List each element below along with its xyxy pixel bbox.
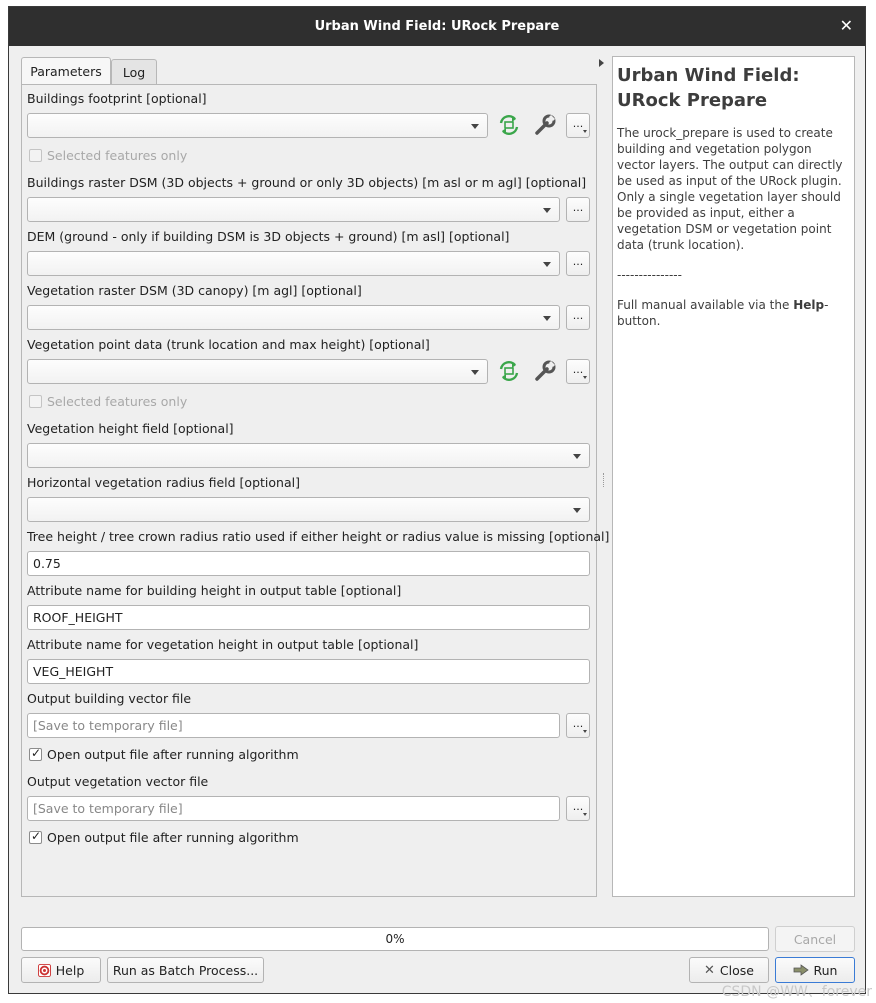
checkmark-icon: ✓ bbox=[31, 746, 42, 760]
help-pane bbox=[612, 56, 855, 897]
help-manual-suffix: -button. bbox=[617, 298, 829, 328]
refresh-icon[interactable] bbox=[497, 113, 521, 137]
buildings-footprint-browse-button[interactable] bbox=[566, 113, 590, 138]
chevron-down-icon bbox=[543, 262, 551, 267]
buildings-dsm-browse-button[interactable] bbox=[566, 197, 590, 222]
help-button-label: Help bbox=[55, 962, 85, 978]
chevron-down-icon bbox=[583, 813, 587, 816]
run-button-label: Run bbox=[813, 962, 838, 978]
dots-label: ... bbox=[572, 117, 584, 130]
dem-label: DEM (ground - only if building DSM is 3D objects + ground) [m asl] [optional] bbox=[27, 229, 510, 244]
veg-height-field-label: Vegetation height field [optional] bbox=[27, 421, 234, 436]
buildings-footprint-combo[interactable] bbox=[27, 113, 488, 138]
veg-dsm-browse-button[interactable] bbox=[566, 305, 590, 330]
attr-building-input[interactable]: ROOF_HEIGHT bbox=[27, 605, 590, 630]
chevron-down-icon bbox=[471, 124, 479, 129]
veg-selected-only-label: Selected features only bbox=[47, 394, 188, 409]
dots-label: ... bbox=[572, 717, 584, 730]
run-button[interactable] bbox=[775, 957, 855, 983]
buildings-selected-only-label: Selected features only bbox=[47, 148, 188, 163]
veg-points-label: Vegetation point data (trunk location and max height) [optional] bbox=[27, 337, 430, 352]
wrench-icon[interactable] bbox=[533, 359, 557, 383]
dem-combo[interactable] bbox=[27, 251, 560, 276]
veg-radius-field-label: Horizontal vegetation radius field [optional] bbox=[27, 475, 300, 490]
out-veg-label: Output vegetation vector file bbox=[27, 774, 209, 789]
chevron-down-icon bbox=[573, 454, 581, 459]
watermark: CSDN @WW、forever bbox=[721, 984, 872, 1000]
wrench-icon[interactable] bbox=[533, 113, 557, 137]
attr-veg-label: Attribute name for vegetation height in output table [optional] bbox=[27, 637, 419, 652]
out-building-browse-button[interactable] bbox=[566, 713, 590, 738]
batch-button-label: Run as Batch Process... bbox=[112, 962, 259, 978]
dots-label: ... bbox=[572, 800, 584, 813]
tab-log-label: Log bbox=[122, 64, 146, 80]
cancel-label: Cancel bbox=[793, 931, 837, 947]
progress-bar bbox=[21, 927, 769, 951]
buildings-footprint-label: Buildings footprint [optional] bbox=[27, 91, 207, 106]
help-manual-prefix: Full manual available via the bbox=[617, 298, 794, 312]
help-separator: --------------- bbox=[617, 268, 682, 282]
out-veg-open-checkbox[interactable] bbox=[29, 831, 42, 844]
close-window-icon[interactable]: ✕ bbox=[839, 16, 853, 35]
progress-text: 0% bbox=[385, 932, 405, 946]
splitter-handle[interactable] bbox=[603, 473, 606, 487]
out-veg-input[interactable]: [Save to temporary file] bbox=[27, 796, 560, 821]
close-button[interactable] bbox=[689, 957, 769, 983]
collapse-help-arrow-icon[interactable] bbox=[599, 59, 604, 67]
window-title: Urban Wind Field: URock Prepare bbox=[314, 19, 560, 34]
chevron-down-icon bbox=[583, 130, 587, 133]
chevron-down-icon bbox=[543, 208, 551, 213]
dots-label: ... bbox=[572, 201, 584, 214]
attr-veg-input[interactable]: VEG_HEIGHT bbox=[27, 659, 590, 684]
title-bar bbox=[9, 7, 865, 46]
veg-dsm-combo[interactable] bbox=[27, 305, 560, 330]
checkmark-icon: ✓ bbox=[31, 829, 42, 843]
chevron-down-icon bbox=[543, 316, 551, 321]
buildings-dsm-label: Buildings raster DSM (3D objects + ground or only 3D objects) [m asl or m agl] [optional] bbox=[27, 175, 587, 190]
veg-points-combo[interactable] bbox=[27, 359, 488, 384]
veg-points-browse-button[interactable] bbox=[566, 359, 590, 384]
dots-label: ... bbox=[572, 255, 584, 268]
attr-building-label: Attribute name for building height in output table [optional] bbox=[27, 583, 402, 598]
buildings-selected-only-checkbox[interactable] bbox=[29, 149, 42, 162]
out-veg-open-label: Open output file after running algorithm bbox=[47, 830, 299, 845]
out-building-label: Output building vector file bbox=[27, 691, 192, 706]
veg-dsm-label: Vegetation raster DSM (3D canopy) [m agl] [optional] bbox=[27, 283, 362, 298]
lifebuoy-icon bbox=[38, 964, 51, 977]
ratio-input[interactable]: 0.75 bbox=[27, 551, 590, 576]
tab-parameters-label: Parameters bbox=[30, 63, 102, 79]
veg-height-field-combo[interactable] bbox=[27, 443, 590, 468]
out-building-input[interactable]: [Save to temporary file] bbox=[27, 713, 560, 738]
batch-process-button[interactable] bbox=[107, 957, 264, 983]
veg-selected-only-checkbox[interactable] bbox=[29, 395, 42, 408]
cancel-button[interactable] bbox=[775, 926, 855, 952]
chevron-down-icon bbox=[471, 370, 479, 375]
help-manual-note bbox=[617, 297, 850, 329]
chevron-down-icon bbox=[583, 376, 587, 379]
dots-label: ... bbox=[572, 309, 584, 322]
refresh-icon[interactable] bbox=[497, 359, 521, 383]
help-manual-bold: Help bbox=[793, 298, 825, 312]
out-veg-browse-button[interactable] bbox=[566, 796, 590, 821]
chevron-down-icon bbox=[573, 508, 581, 513]
dem-browse-button[interactable] bbox=[566, 251, 590, 276]
help-button[interactable] bbox=[21, 957, 101, 983]
out-building-open-checkbox[interactable] bbox=[29, 748, 42, 761]
run-arrow-icon bbox=[793, 964, 809, 976]
buildings-dsm-combo[interactable] bbox=[27, 197, 560, 222]
chevron-down-icon bbox=[583, 730, 587, 733]
close-x-icon: ✕ bbox=[704, 962, 715, 978]
dots-label: ... bbox=[572, 363, 584, 376]
close-button-label: Close bbox=[719, 962, 754, 978]
help-title: Urban Wind Field: URock Prepare bbox=[617, 65, 800, 111]
tab-log[interactable] bbox=[111, 59, 157, 84]
out-building-open-label: Open output file after running algorithm bbox=[47, 747, 299, 762]
veg-radius-field-combo[interactable] bbox=[27, 497, 590, 522]
tab-parameters[interactable] bbox=[21, 57, 111, 84]
dialog-window bbox=[8, 6, 866, 994]
help-description: The urock_prepare is used to create building and vegetation polygon vector layers. The output can directly be used as input of the URock plugin. Only a single vegetation layer should be provided as input, either a vegetation DSM or vegetation point data (trunk location). bbox=[617, 126, 843, 252]
ratio-label: Tree height / tree crown radius ratio used if either height or radius value is missing [optional] bbox=[27, 529, 610, 544]
